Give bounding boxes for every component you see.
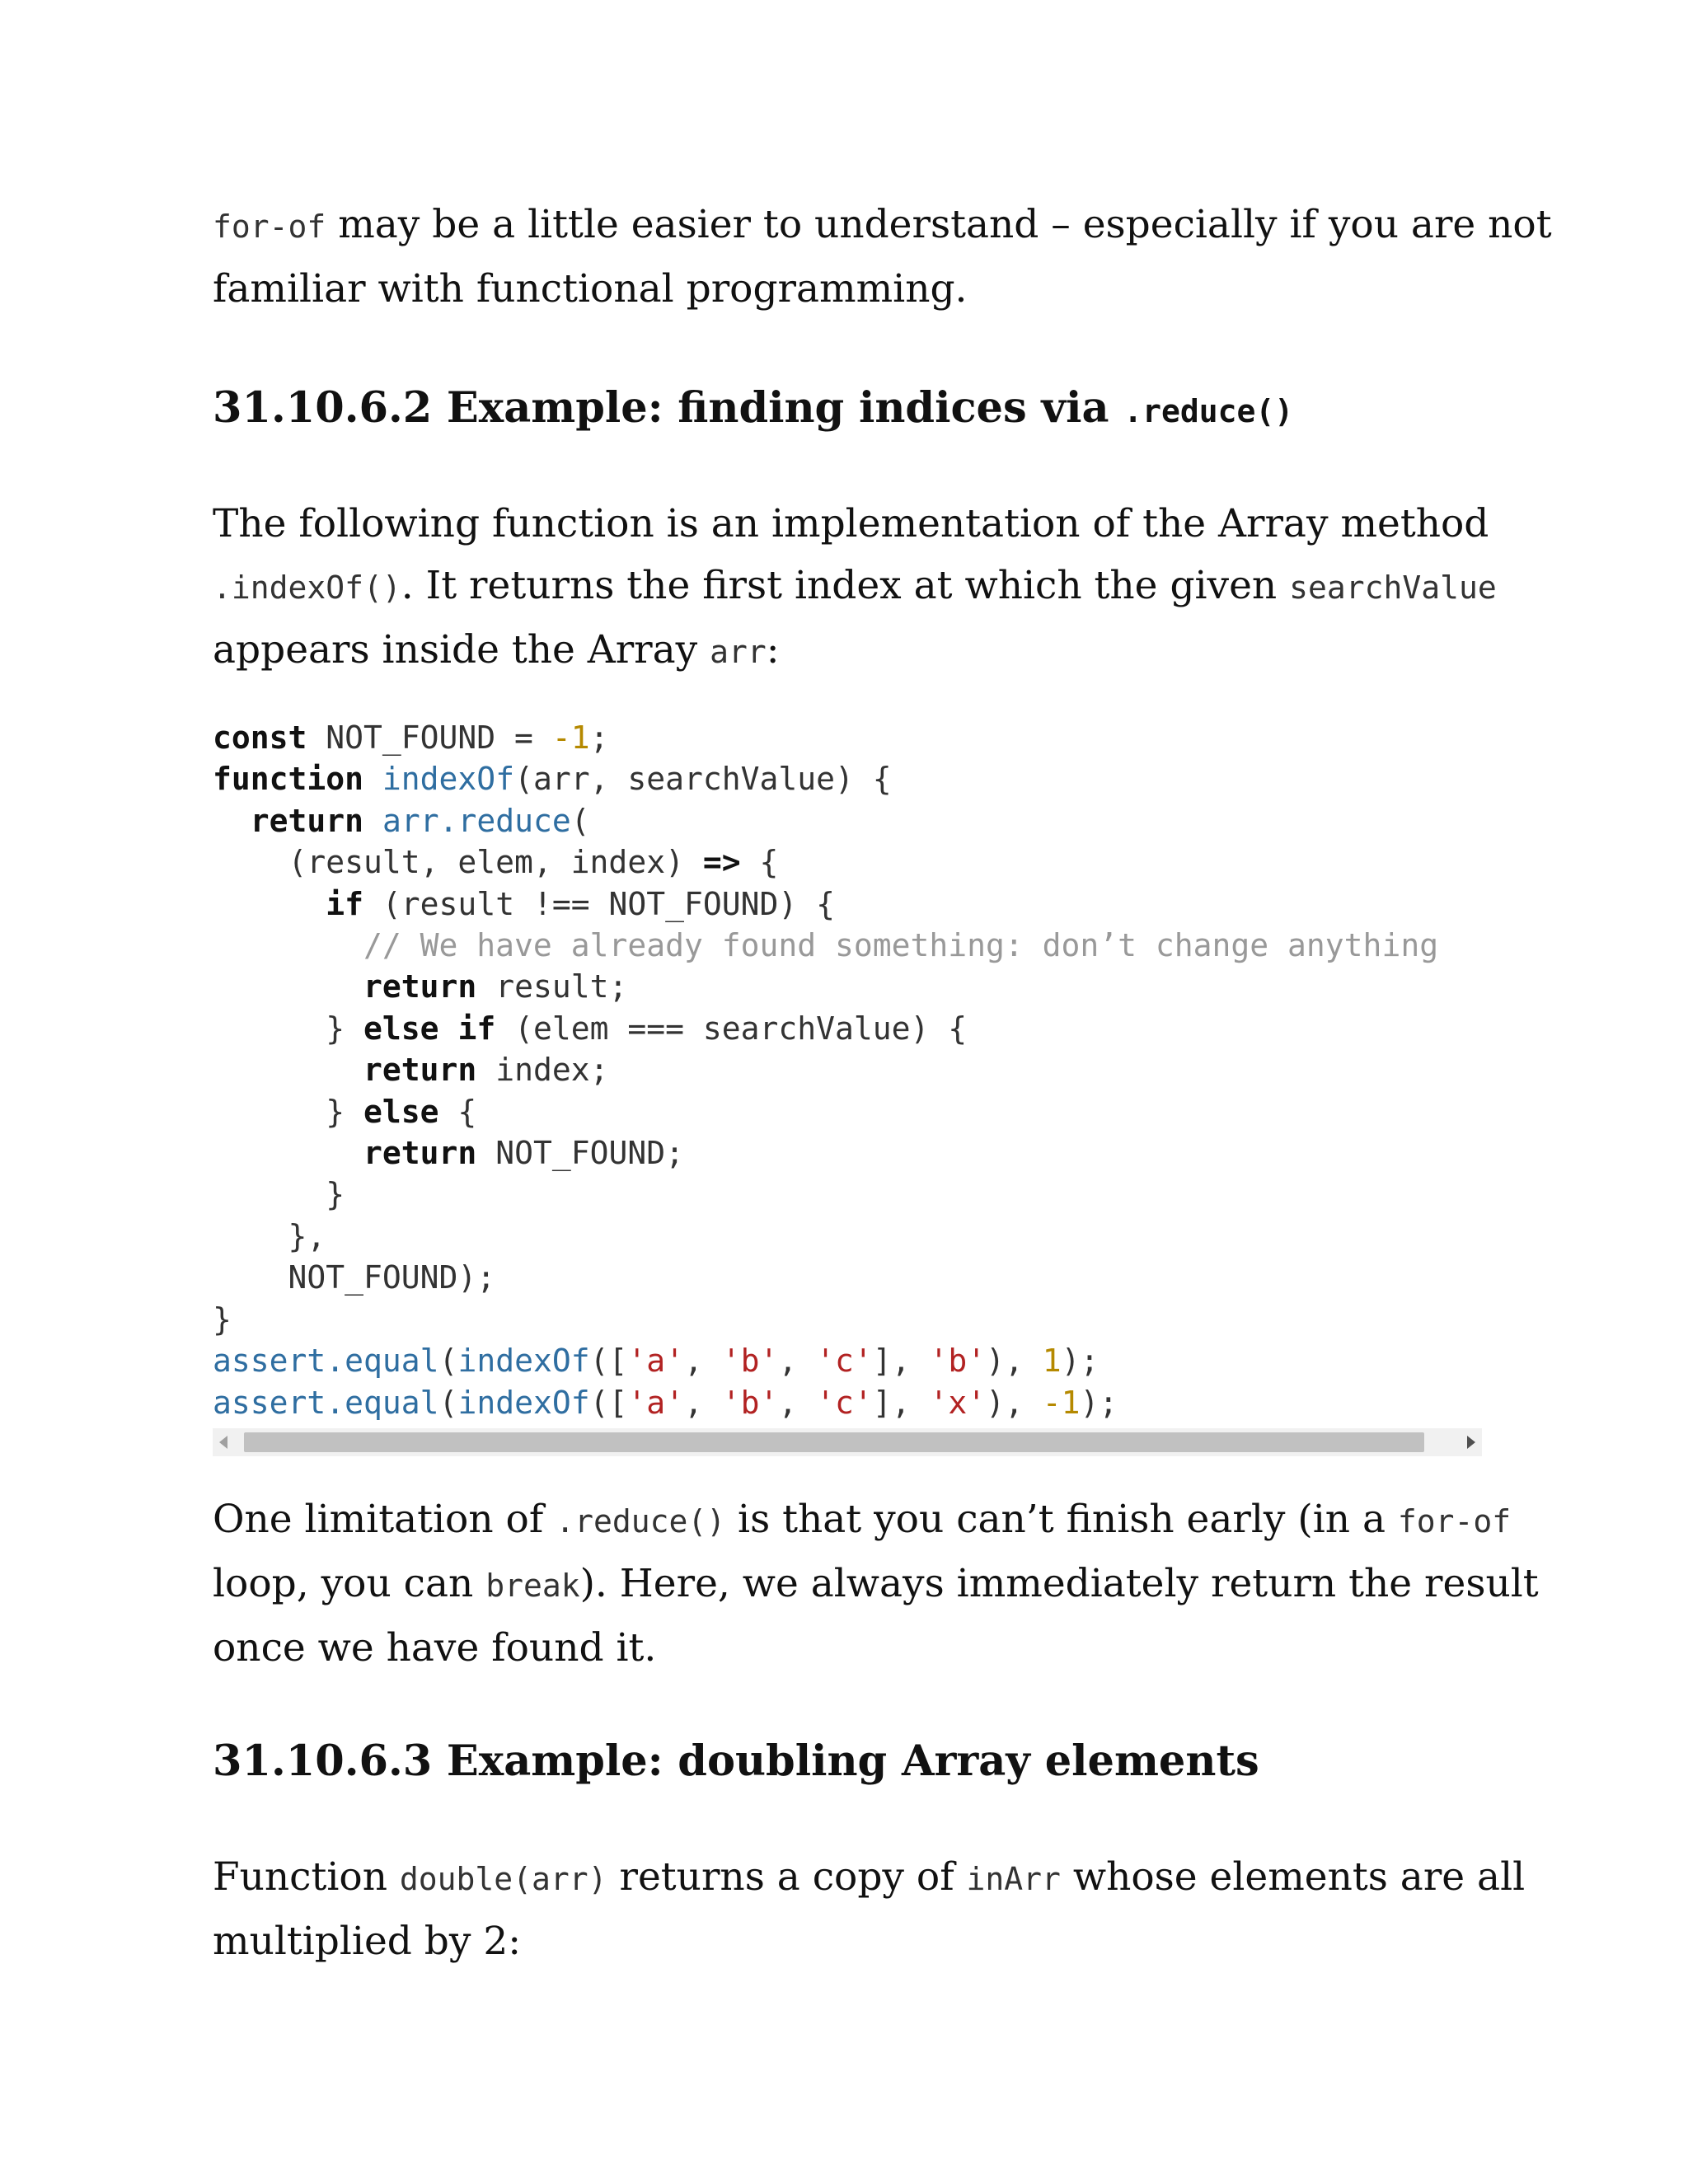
code-line: if (result !== NOT_FOUND) { — [326, 885, 835, 922]
inline-code: double(arr) — [399, 1861, 607, 1897]
code-line: return arr.reduce( — [250, 802, 590, 839]
reduce-limitation-paragraph: One limitation of .reduce() is that you can’t finish early (in a for-of loop, you can break). Here, we always immediately return the result once we have found it. — [213, 1497, 1539, 1671]
code-line: (result, elem, index) => { — [213, 844, 779, 881]
code-horizontal-scrollbar[interactable] — [213, 1428, 1482, 1456]
inline-code: inArr — [966, 1861, 1061, 1897]
scroll-right-arrow-icon[interactable] — [1467, 1436, 1475, 1449]
inline-code: searchValue — [1289, 569, 1497, 606]
code-line: assert.equal(indexOf(['a', 'b', 'c'], 'b'), 1); — [213, 1343, 1100, 1380]
double-description-paragraph: Function double(arr) returns a copy of inArr whose elements are all multiplied by 2: — [213, 1854, 1526, 1964]
code-line: } else if (elem === searchValue) { — [213, 1010, 968, 1047]
code-line: } — [213, 1301, 232, 1338]
code-line: return index; — [363, 1052, 609, 1089]
scroll-left-arrow-icon[interactable] — [219, 1436, 227, 1449]
code-line: return result; — [363, 968, 628, 1005]
inline-code: .indexOf() — [213, 569, 401, 606]
code-line: }, — [213, 1217, 326, 1254]
inline-code: break — [485, 1568, 580, 1604]
inline-code: .reduce() — [556, 1503, 726, 1540]
code-comment: // We have already found something: don’t change anything — [363, 927, 1439, 964]
intro-paragraph: for-of may be a little easier to understand – especially if you are not familiar with functional programming. — [213, 202, 1552, 312]
section-heading-31-10-6-3: 31.10.6.3 Example: doubling Array elements — [213, 1736, 1259, 1786]
inline-code: .reduce() — [1123, 393, 1294, 429]
code-line: return NOT_FOUND; — [363, 1135, 684, 1172]
code-line: } — [213, 1176, 345, 1213]
code-line: NOT_FOUND); — [213, 1259, 496, 1296]
inline-code: arr — [710, 634, 767, 670]
code-line: function indexOf(arr, searchValue) { — [213, 761, 892, 798]
scrollbar-thumb[interactable] — [244, 1432, 1424, 1452]
inline-code: for-of — [1397, 1503, 1512, 1540]
indexof-description-paragraph: The following function is an implementation of the Array method .indexOf(). It returns the first index at which the given searchValue appears inside the Array arr: — [213, 501, 1497, 673]
code-line — [213, 925, 1482, 966]
code-line: const NOT_FOUND = -1; — [213, 719, 609, 756]
inline-code: for-of — [213, 209, 326, 245]
code-line: } else { — [213, 1093, 477, 1130]
section-heading-31-10-6-2: 31.10.6.2 Example: finding indices via .reduce() — [213, 383, 1294, 433]
code-line: assert.equal(indexOf(['a', 'b', 'c'], 'x'), -1); — [213, 1384, 1118, 1421]
code-block-indexof[interactable] — [213, 717, 1482, 1459]
